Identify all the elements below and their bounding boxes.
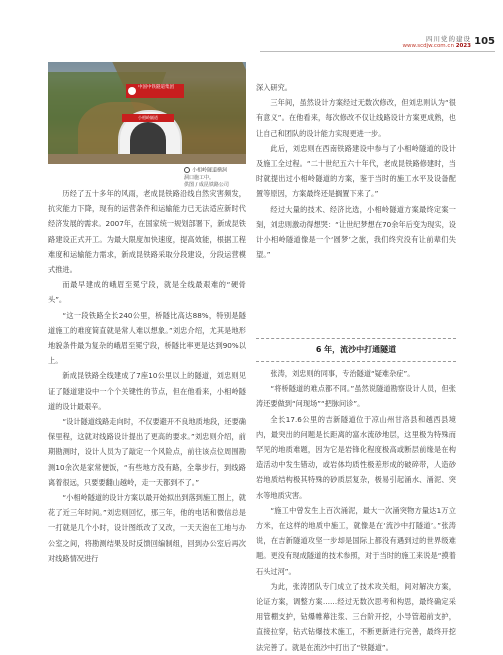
company-logo-icon: [128, 87, 136, 95]
paragraph: “将桥隧道的难点都不同。”虽然说隧道勘察设计人员，但张涛还要做到“问现场”“把脉问诊”。: [256, 384, 456, 409]
paragraph: 全长17.6公里的吉新隧道位于凉山州甘洛县和越西县境内，最突出的问题是长距离的富水流砂地层，这里极为特殊而罕见的地质难题，因为它是岩锋化程度极高或断层前缘是在构造活动中发生错动，或岩体均质性极差形成的破碎带，人造砂岩地质结构极其特殊的砂质层复杂，极易引起涌水、涌泥、突水等地质灾害。: [256, 414, 456, 500]
ground: [48, 154, 246, 164]
paragraph: “施工中曾发生上百次涌泥，最大一次涌突物方量达1万立方米，在这样的地质中施工，就像是在‘流沙中打隧道’。”张涛说，在吉新隧道攻坚一步却是国际上都没有遇到过的世界级难题。更没有现成隧道的技术参照，对于当时的施工来说是“摸着石头过河”。: [256, 505, 456, 576]
caption-line: 洞口施工中。: [184, 174, 215, 181]
magazine-url: [403, 43, 471, 49]
article-column-right-bottom: [256, 366, 456, 655]
company-banner: [126, 84, 184, 98]
issue-year: 2023: [455, 43, 471, 49]
caption-line: 小相岭隧道横洞: [192, 167, 228, 174]
paragraph: 深入研究。: [256, 83, 292, 92]
paragraph: 经过大量的技术、经济比选，小相岭隧道方案最终定案一刻，刘忠则激动得想哭：“让世纪梦想在70余年后变为现实，设计小相岭隧道像是一个‘圆梦’之旅，我们终究没有让前辈们失望。”: [256, 204, 456, 260]
paragraph: 为此，张涛团队专门成立了技术攻关组，间对解决方案，论证方案，调整方案……经过无数次思考和构思，最终确定采用管棚支护，钻爆帷幕注浆、三台阶开挖，小导管超前支护，直接拉穿，钻式钻爆技术施工，不断更新进行完善，最终开挖法完善了。就是在流沙中打出了“铁隧道”。: [256, 581, 456, 652]
caption-bullet-icon: [184, 167, 190, 173]
paragraph: 张涛，刘忠则的同事，专治隧道“疑难杂症”。: [270, 369, 415, 378]
article-column-right-top: [256, 80, 456, 262]
header-rule: [260, 51, 495, 52]
portal-banner: 小相岭隧道: [122, 114, 174, 122]
paragraph: “小相岭隧道的设计方案以最开始拟出到落到施工图上，就花了近三年时间。”刘忠则回忆，那三年，他的电话和微信总是一打就是几个小时，设计图纸改了又改，一天天泡在工地与办公室之间，将勘测结果及时反馈回编制组，回到办公室后再次对线路情况进行: [48, 493, 246, 563]
paragraph: 历经了五十多年的风雨，老成昆铁路沿线自然灾害频发，抗灾能力下降，现有的运营条件和运输能力已无法适应新时代经济发展的需求。2007年，在国家统一规划部署下，新成昆铁路建设正式开工。为最大限度加快速度，提高效能，根据工程难度和运输能力需求，新成昆铁路采取分段建设，分段运营模式推进。: [48, 189, 246, 275]
caption-credit: 供图 / 成昆铁路公司: [184, 181, 229, 188]
url-text: www.scdjw.com.cn: [402, 43, 454, 49]
paragraph: 此后，刘忠则在西南铁路建设中参与了小相岭隧道的设计及施工全过程。“二十世纪五六十年代，老成昆铁路修建时，当时就提出过小相岭隧道的方案，鉴于当时的施工水平及设备配置等原因，方案最终还是搁置下来了。”: [256, 143, 456, 199]
article-column-left: [48, 186, 246, 566]
paragraph: 而最早建成的峨眉至冕宁段，就是全线最艰难的“硬骨头”。: [48, 280, 246, 305]
page-header: [0, 0, 503, 50]
paragraph: “这一段铁路全长240公里，桥隧比高达88%，特别是隧道施工的难度简直就是常人难以想象。”刘忠介绍，尤其是地形地貌条件最为复杂的峨眉至冕宁段，桥隧比率更是达到90%以上。: [48, 310, 246, 366]
tunnel-photo: [48, 62, 246, 164]
page-number: 105: [474, 36, 495, 47]
paragraph: “设计隧道线路走向时，不仅要避开不良地质地段，还要确保里程，这就对线路设计提出了更高的要求。”刘忠则介绍，前期勘测时，设计人员为了敲定一个风险点，前往该点位周围勘测10余次是家常便饭，“有些地方没有路，全靠步行，到线路离着很远，只要要翻山越岭，走一天都到不了。”: [48, 417, 246, 487]
magazine-title: 四川党的建设: [426, 35, 471, 43]
section-heading: 6 年，流沙中打通隧道: [256, 338, 456, 362]
tunnel-opening: [130, 122, 166, 158]
banner-text: 中国中铁隧道集团: [138, 85, 174, 90]
paragraph: 新成昆铁路全线建成了7座10公里以上的隧道，刘忠则见证了隧道建设中一个个关键性的节点，但在他看来，小相岭隧道的设计最艰辛。: [48, 371, 246, 411]
paragraph: 三年间，虽然设计方案经过无数次修改，但刘忠则认为“很有意义”。在他看来，每次修改不仅让线路设计方案更成熟，也让自己和团队的设计能力实现更进一步。: [256, 98, 456, 138]
